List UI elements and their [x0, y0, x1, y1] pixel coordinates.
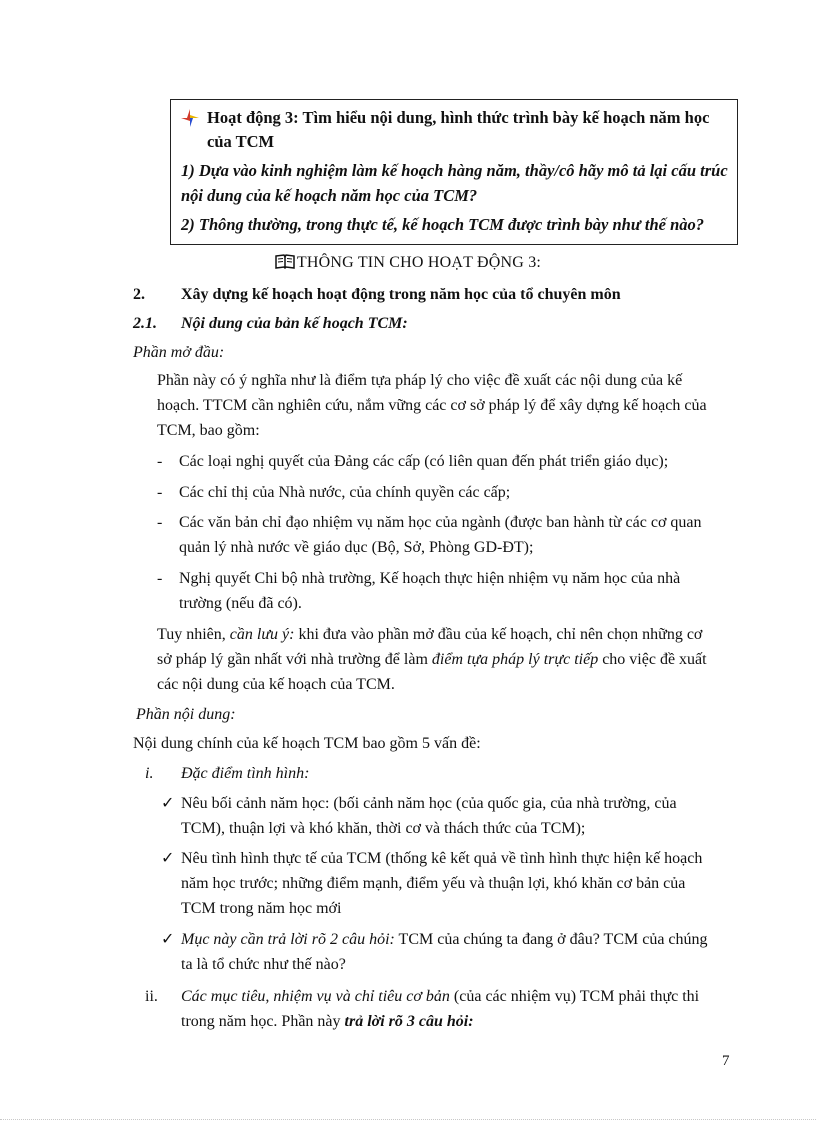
activity-title: [181, 106, 729, 154]
bullet-dash: -: [157, 484, 163, 501]
note-emphasis: cần lưu ý:: [229, 626, 295, 643]
item-ii-middle: (của các nhiệm vụ) TCM phải thực thi trong năm học. Phần này: [181, 988, 700, 1030]
content-lead: Nội dung chính của kế hoạch TCM bao gồm 5 vấn đề:: [133, 735, 481, 752]
intro-heading: Phần mở đầu:: [133, 344, 225, 361]
info-heading-text: THÔNG TIN CHO HOẠT ĐỘNG 3:: [296, 254, 542, 271]
bullet-dash: -: [157, 453, 163, 470]
section-2-title: Xây dựng kế hoạch hoạt động trong năm học của tổ chuyên môn: [181, 286, 621, 303]
content-heading: Phần nội dung:: [136, 706, 236, 723]
note-start: Tuy nhiên,: [157, 626, 230, 643]
checkmark-icon: ✓: [161, 850, 175, 867]
check-item-3: [161, 927, 721, 977]
item-ii-emphasis-2: trả lời rõ 3 câu hỏi:: [344, 1013, 474, 1030]
section-2-number: 2.: [133, 286, 145, 303]
check-item-3-text: [181, 927, 721, 977]
item-ii-emphasis: Các mục tiêu, nhiệm vụ và chỉ tiêu cơ bản: [181, 988, 450, 1005]
check-3-rest: TCM của chúng ta đang ở đâu? TCM của chúng ta là tổ chức như thế nào?: [181, 931, 708, 973]
item-i-title: Đặc điểm tình hình:: [181, 765, 310, 782]
intro-note: [157, 622, 717, 697]
section-2-1-number: 2.1.: [133, 315, 157, 332]
section-2-1-title: Nội dung của bản kế hoạch TCM:: [181, 315, 408, 332]
check-item-2-text: Nêu tình hình thực tế của TCM (thống kê kết quả về tình hình thực hiện kế hoạch năm học trước; những điểm mạnh, điểm yếu và thuận lợi, khó khăn cơ bản của TCM trong năm học mới: [181, 850, 703, 917]
item-ii-text: [181, 984, 721, 1034]
intro-bullet-1-text: Các loại nghị quyết của Đảng các cấp (có liên quan đến phát triển giáo dục);: [179, 453, 669, 470]
bullet-dash: -: [157, 514, 163, 531]
intro-bullet-2: [157, 480, 717, 505]
check-3-emphasis: Mục này cần trả lời rõ 2 câu hỏi:: [181, 931, 395, 948]
check-item-1-text: Nêu bối cảnh năm học: (bối cảnh năm học (của quốc gia, của nhà trường, của TCM), thuận lợi và khó khăn, thời cơ và thách thức của TCM);: [181, 795, 677, 837]
activity-question-1: 1) Dựa vào kinh nghiệm làm kế hoạch hàng năm, thầy/cô hãy mô tả lại cấu trúc nội dung của kế hoạch năm học của TCM?: [181, 161, 728, 205]
note-end: cho việc đề xuất các nội dung của kế hoạch của TCM.: [157, 651, 707, 693]
intro-paragraph: Phần này có ý nghĩa như là điểm tựa pháp lý cho việc đề xuất các nội dung của kế hoạch. TTCM cần nghiên cứu, nắm vững các cơ sở pháp lý để xây dựng kế hoạch của TCM, bao gồm:: [157, 372, 707, 439]
open-book-icon: [275, 254, 295, 269]
info-heading: [0, 252, 816, 274]
item-ii-marker: ii.: [145, 988, 158, 1005]
checkmark-icon: ✓: [161, 795, 175, 812]
item-i-marker: i.: [145, 765, 154, 782]
activity-question-2: 2) Thông thường, trong thực tế, kế hoạch TCM được trình bày như thế nào?: [181, 215, 704, 234]
footer-divider: [0, 1119, 816, 1120]
check-item-2: [161, 846, 721, 921]
note-emphasis-2: điểm tựa pháp lý trực tiếp: [431, 651, 599, 668]
check-item-1: [161, 791, 721, 841]
pinwheel-icon: [181, 106, 207, 130]
intro-bullet-1: [157, 449, 717, 474]
intro-bullet-3-text: Các văn bản chỉ đạo nhiệm vụ năm học của ngành (được ban hành từ các cơ quan quản lý nhà nước về giáo dục (Bộ, Sở, Phòng GD-ĐT);: [179, 514, 702, 556]
intro-bullet-4: [157, 566, 717, 616]
bullet-dash: -: [157, 570, 163, 587]
intro-bullet-4-text: Nghị quyết Chi bộ nhà trường, Kế hoạch thực hiện nhiệm vụ năm học của nhà trường (nếu đã có).: [179, 570, 681, 612]
intro-bullet-3: [157, 510, 717, 560]
page-number: 7: [722, 1053, 730, 1069]
activity-box: [170, 99, 738, 245]
intro-bullet-2-text: Các chỉ thị của Nhà nước, của chính quyền các cấp;: [179, 484, 511, 501]
note-middle: khi đưa vào phần mở đầu của kế hoạch, chỉ nên chọn những cơ sở pháp lý gần nhất với nhà trường để làm: [157, 626, 703, 668]
activity-title-text: Hoạt động 3: Tìm hiểu nội dung, hình thức trình bày kế hoạch năm học của TCM: [207, 108, 710, 151]
checkmark-icon: ✓: [161, 931, 175, 948]
